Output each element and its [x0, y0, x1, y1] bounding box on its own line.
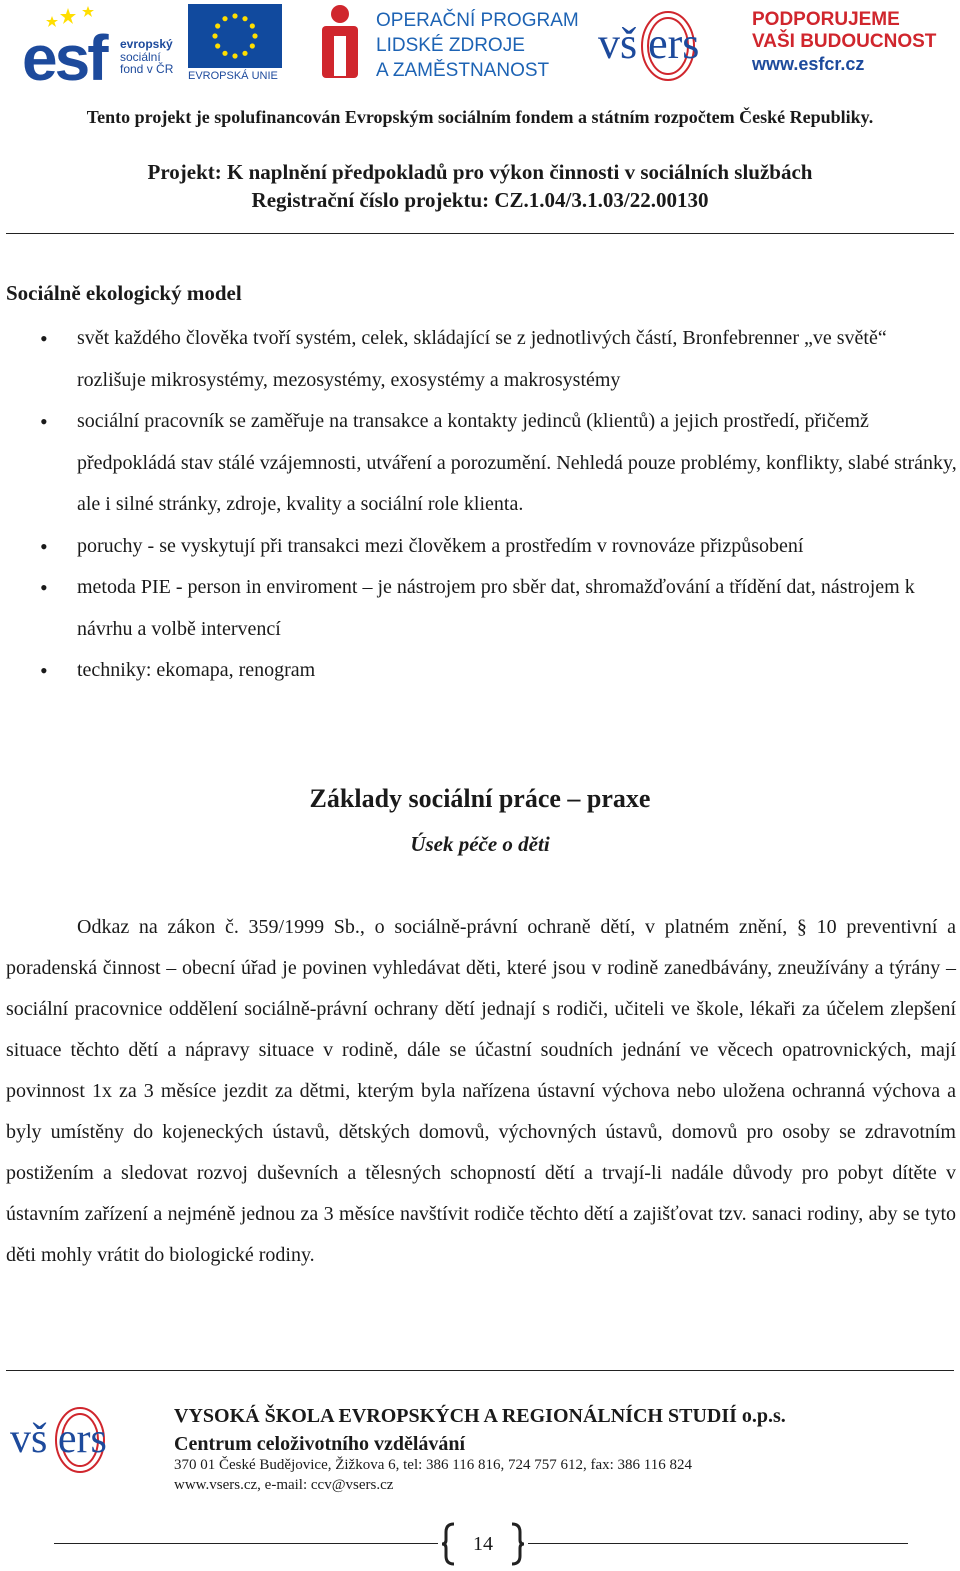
esf-logo-text: esf: [22, 22, 106, 82]
eu-star-icon: [222, 16, 227, 21]
bullet-list: [0, 318, 960, 692]
eu-star-icon: [250, 23, 255, 28]
header-divider: [6, 233, 954, 234]
eu-star-icon: [222, 51, 227, 56]
eu-star-icon: [242, 16, 247, 21]
list-item: • poruchy - se vyskytují při transakci mezi člověkem a prostředím v rovnováze přizpůsobení: [0, 526, 960, 568]
op-line-2: LIDSKÉ ZDROJE: [376, 35, 525, 56]
podporujeme-line-1: PODPORUJEME: [752, 9, 900, 30]
eu-star-icon: [252, 33, 257, 38]
list-item: • techniky: ekomapa, renogram: [0, 650, 960, 692]
footer-logo-text: vš ers: [10, 1416, 107, 1462]
school-title: VYSOKÁ ŠKOLA EVROPSKÝCH A REGIONÁLNÍCH STUDIÍ o.p.s.: [174, 1405, 786, 1427]
eu-star-icon: [215, 23, 220, 28]
esf-caption-line-3: fond v ČR: [120, 62, 174, 76]
practice-title: Základy sociální práce – praxe: [309, 784, 651, 813]
eu-star-icon: [242, 51, 247, 56]
page-rule-right: [528, 1543, 908, 1544]
section-title: Sociálně ekologický model: [6, 281, 242, 305]
op-line-1: OPERAČNÍ PROGRAM: [376, 10, 579, 31]
esfcr-link[interactable]: www.esfcr.cz: [752, 54, 865, 74]
list-item: • svět každého člověka tvoří systém, celek, skládající se z jednotlivých částí, Bronfebrenner „ve světě“ rozlišuje mikrosystémy, mezosystémy, exosystémy a makrosystémy: [0, 318, 960, 401]
page-rule-left: [54, 1543, 438, 1544]
esf-logo: [22, 2, 118, 82]
eu-star-icon: [250, 43, 255, 48]
body-paragraph: Odkaz na zákon č. 359/1999 Sb., o sociálně-právní ochraně dětí, v platném znění, § 10 preventivní a poradenská činnost – obecní úřad je povinen vyhledávat děti, které jsou v rodině zanedbávány, zneužívány a týrány – sociální pracovnice oddělení sociálně-právní ochrany dětí jednají s rodiči, učiteli ve škole, lékaři za účelem zlepšení situace těchto dětí a nápravy situace v rodině, dále se účastní soudních jednání ve věcech opatrovnických, mají povinnost 1x za 3 měsíce jezdit za dětmi, kterým byla nařízena ústavní výchova nebo uložena ochranná výchova a byly umístěny do kojeneckých ústavů, dětských domovů, výchovných ústavů, domovů pro osoby se zdravotním postižením a sledovat rozvoj duševních a tělesných schopností dětí a trvají-li nadále důvody pro pobyt dítěte v ústavním zařízení a nejméně jednou za 3 měsíce navštívit rodiče těchto dětí a zajišťovat tzv. sanaci rodiny, aby se tyto děti mohly vrátit do biologické rodiny.: [6, 916, 956, 1266]
school-contact: [174, 1455, 692, 1495]
project-title: Projekt: K naplnění předpokladů pro výkon činnosti v sociálních službách: [147, 160, 813, 184]
eu-star-icon: [232, 53, 237, 58]
op-program-text: [376, 8, 579, 83]
eu-star-icon: [232, 13, 237, 18]
op-person-icon: [312, 2, 368, 82]
vsers-logo-text: vš ers: [598, 19, 700, 68]
address: 370 01 České Budějovice, Žižkova 6, tel: 386 116 816, 724 757 612, fax: 386 116 824: [174, 1457, 692, 1473]
esf-caption-line-2: sociální: [120, 49, 161, 64]
vsers-logo: [594, 8, 740, 84]
vsers-footer-logo: [8, 1404, 150, 1476]
op-line-3: A ZAMĚSTNANOST: [376, 60, 550, 81]
practice-subtitle: Úsek péče o děti: [410, 832, 550, 856]
esf-caption-line-1: evropský: [120, 37, 173, 51]
project-heading: [0, 158, 960, 214]
podporujeme-line-2: VAŠI BUDOUCNOST: [752, 31, 937, 52]
footer-divider: [6, 1370, 954, 1371]
cofinancing-note: Tento projekt je spolufinancován Evropským sociálním fondem a státním rozpočtem České Republiky.: [86, 107, 874, 127]
school-name: [174, 1402, 786, 1458]
web-email[interactable]: www.vsers.cz, e-mail: ccv@vsers.cz: [174, 1477, 394, 1493]
center-name: Centrum celoživotního vzdělávání: [174, 1433, 466, 1455]
eu-star-icon: [215, 43, 220, 48]
eu-star-icon: [212, 33, 217, 38]
list-item: • sociální pracovník se zaměřuje na transakce a kontakty jedinců (klientů) a jejich prostředí, přičemž předpokládá stav stálé vzájemnosti, utváření a porozumění. Nehledá pouze problémy, konflikty, slabé stránky, ale i silné stránky, zdroje, kvality a sociální role klienta.: [0, 401, 960, 526]
eu-caption: EVROPSKÁ UNIE: [188, 70, 278, 82]
eu-flag-icon: [188, 4, 282, 68]
list-item: • metoda PIE - person in enviroment – je nástrojem pro sběr dat, shromažďování a třídění dat, nástrojem k návrhu a volbě intervencí: [0, 567, 960, 650]
page-number: 14: [473, 1533, 493, 1555]
esf-caption: [120, 38, 173, 76]
registration-number: Registrační číslo projektu: CZ.1.04/3.1.03/22.00130: [251, 188, 709, 212]
podporujeme-badge: [752, 9, 936, 75]
